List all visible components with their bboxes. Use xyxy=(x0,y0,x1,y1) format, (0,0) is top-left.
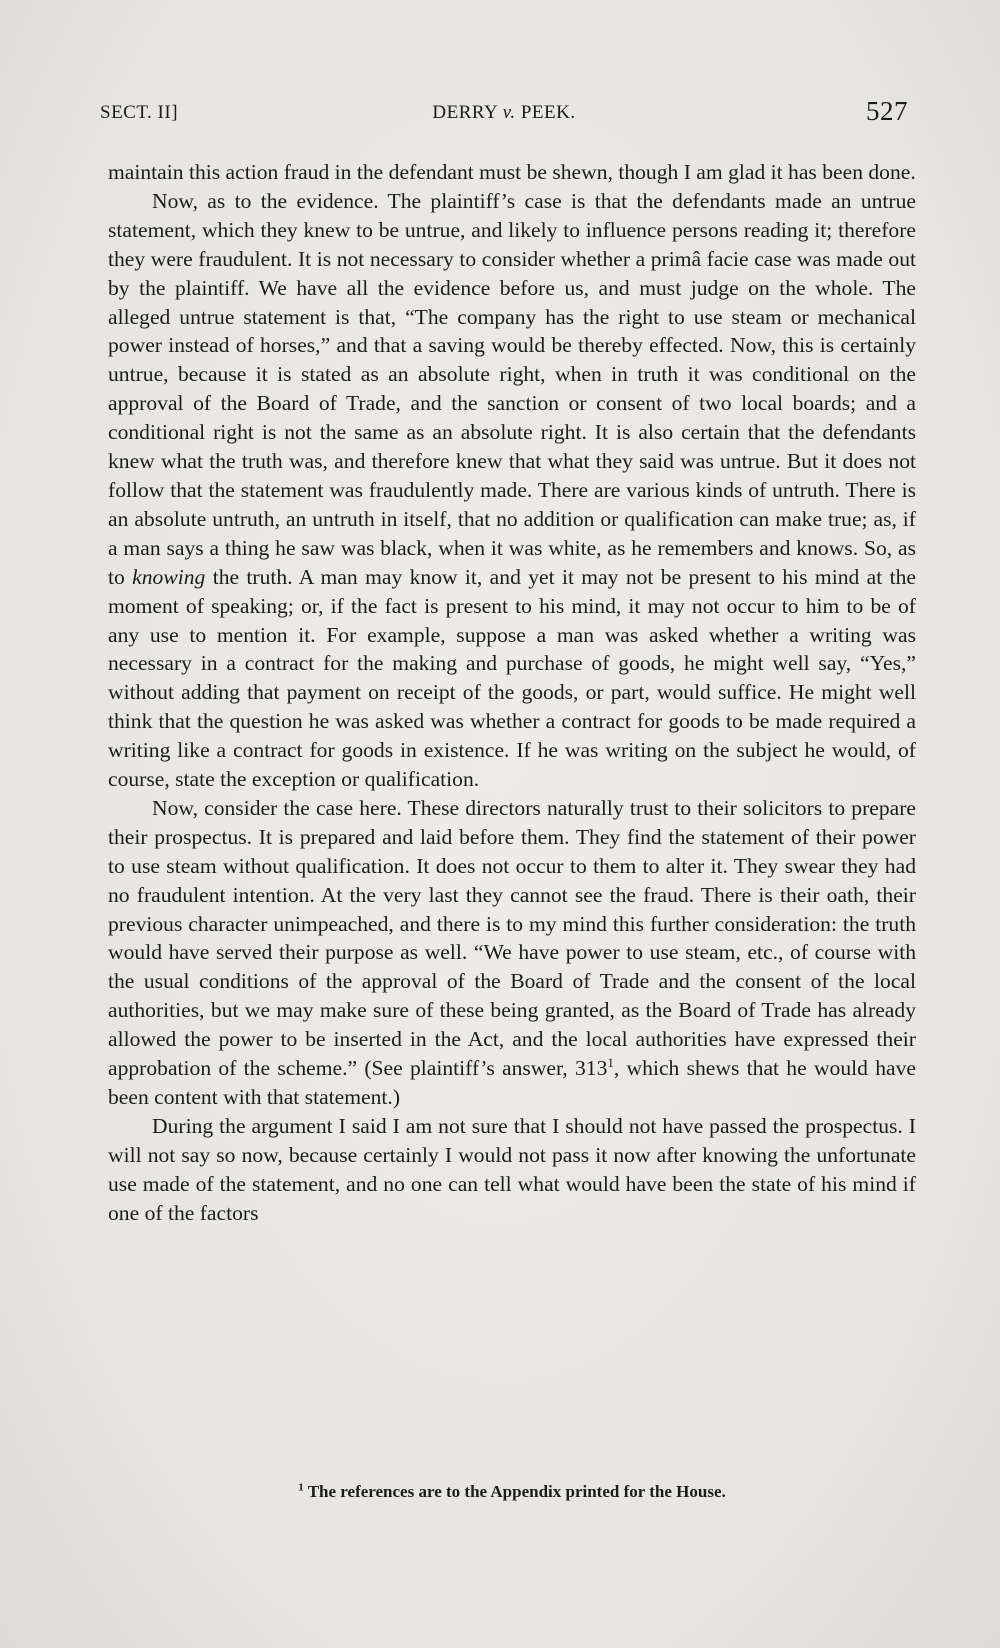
body-text xyxy=(108,158,916,1228)
case-title xyxy=(100,102,908,124)
footnote xyxy=(108,1482,916,1502)
section-label: SECT. II] xyxy=(100,102,179,123)
italic-knowing: knowing xyxy=(132,564,206,589)
paragraph-argument: During the argument I said I am not sure that I should not have passed the prospectus. I will not say so now, because certainly I would not pass it now after knowing the unfortunate use made of the statement, and no one can tell what would have been the state of his mind if one of the factors xyxy=(108,1113,916,1225)
paragraph-case-here-part1: Now, consider the case here. These directors naturally trust to their solicitors to prepare their prospectus. It is prepared and laid before them. They find the statement of their power to use steam without qualification. It does not occur to them to alter it. They swear they had no fraudulent intention. At the very last they cannot see the fraud. There is their oath, their previous character unimpeached, and there is to my mind this further consideration: the truth would have served their purpose as well. “We have power to use steam, etc., of course with the usual conditions of the approval of the Board of Trade and the consent of the local authorities, but we may make sure of these being granted, as the Board of Trade has already allowed the power to be inserted in the Act, and the local authorities have expressed their approbation of the scheme.” (See plaintiff’s answer, 313 xyxy=(108,795,916,1081)
paragraph-evidence xyxy=(108,187,916,794)
paragraph-case-here-part2: , which shews that he would have been content with that statement.) xyxy=(108,1056,916,1109)
paragraph-case-here xyxy=(108,794,916,1112)
case-title-pre: DERRY xyxy=(432,102,503,123)
page-number: 527 xyxy=(866,96,908,126)
running-header xyxy=(100,96,908,136)
paragraph-continuation: maintain this action fraud in the defendant must be shewn, though I am glad it has been done. xyxy=(108,160,916,184)
paragraph-evidence-part2: the truth. A man may know it, and yet it may not be present to his mind at the moment of speaking; or, if the fact is present to his mind, it may not occur to him to be of any use to mention it. For example, suppose a man was asked whether a writing was necessary in a contract for the making and purchase of goods, he might well say, “Yes,” without adding that payment on receipt of the goods, or part, would suffice. He might well think that the question he was asked was whether a contract for goods to be made required a writing like a contract for goods in existence. If he was writing on the subject he would, of course, state the exception or qualification. xyxy=(108,564,916,792)
footnote-text: The references are to the Appendix printed for the House. xyxy=(303,1482,726,1501)
paragraph-evidence-part1: Now, as to the evidence. The plaintiff’s case is that the defendants made an untrue statement, which they knew to be untrue, and likely to influence persons reading it; therefore they were fraudulent. It is not necessary to consider whether a primâ facie case was made out by the plaintiff. We have all the evidence before us, and must judge on the whole. The alleged untrue statement is that, “The company has the right to use steam or mechanical power instead of horses,” and that a saving would be thereby effected. Now, this is certainly untrue, because it is stated as an absolute right, when in truth it was conditional on the approval of the Board of Trade, and the sanction or consent of two local boards; and a conditional right is not the same as an absolute right. It is also certain that the defendants knew what the truth was, and therefore knew that what they said was untrue. But it does not follow that the statement was fraudulently made. There are various kinds of untruth. There is an absolute untruth, an untruth in itself, that no addition or qualification can make true; as, if a man says a thing he saw was black, when it was white, as he remembers and knows. So, as to xyxy=(108,188,916,589)
footnote-marker: 1 xyxy=(298,1481,304,1494)
case-title-post: PEEK. xyxy=(515,102,576,123)
case-title-versus: v. xyxy=(502,102,516,123)
footnote-reference: 1 xyxy=(607,1054,614,1070)
